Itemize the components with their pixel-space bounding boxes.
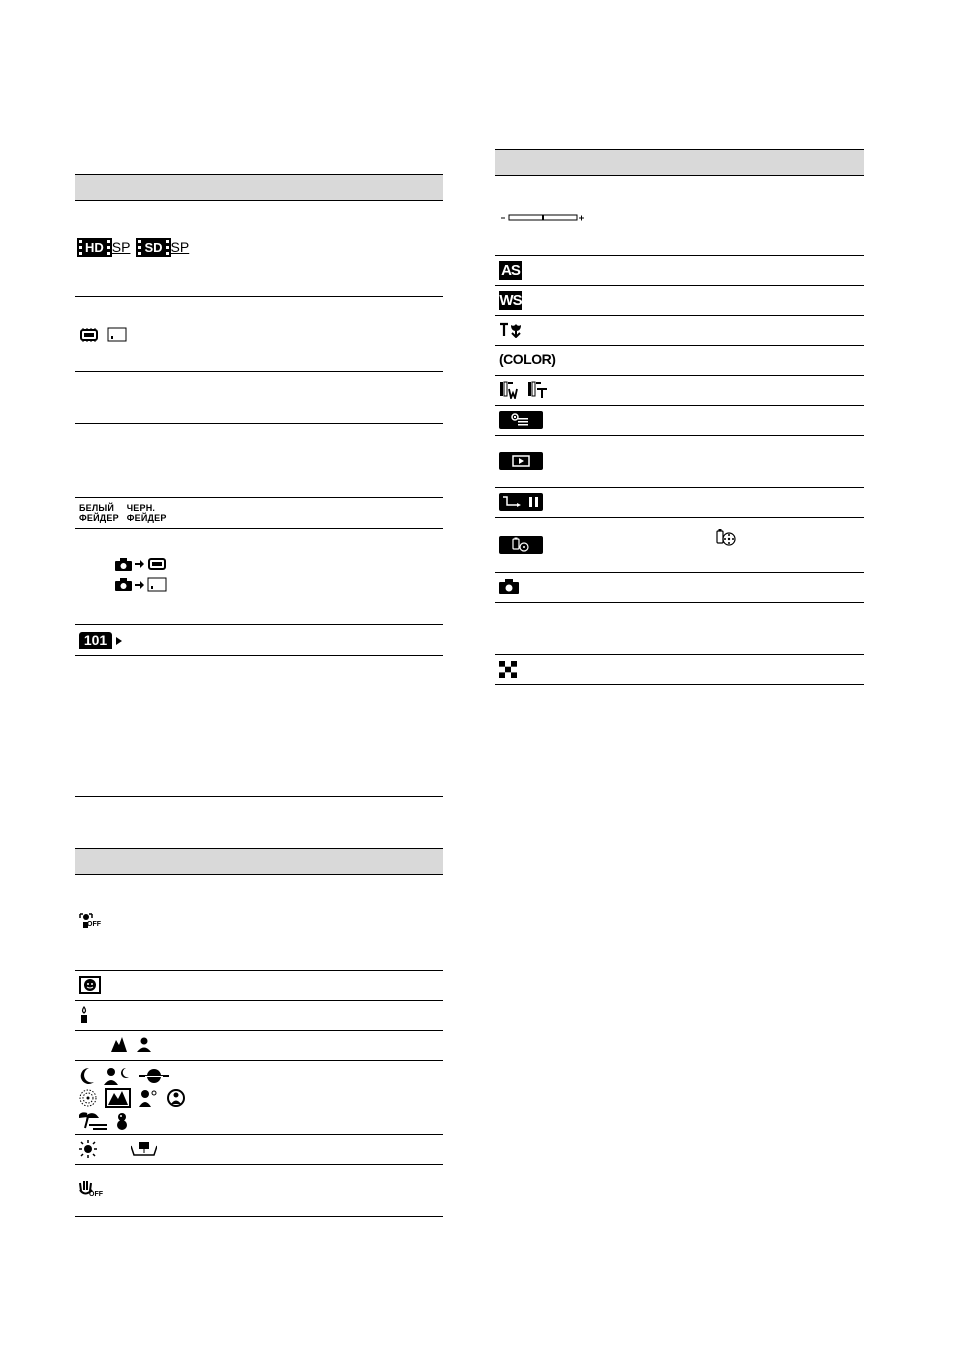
sd-icon: SD (138, 240, 168, 255)
off-label: OFF (89, 1191, 103, 1198)
sp-label: SP (170, 239, 190, 255)
night-portrait-icon (104, 1067, 130, 1085)
smile-shutter-icon (79, 976, 101, 994)
internal-memory-icon (79, 328, 99, 342)
tele-macro-icon (131, 1142, 157, 1156)
table-row-empty (75, 372, 443, 424)
table-row-empty (75, 656, 443, 797)
black-fader-icon: ЧЕРН. ФЕЙДЕР (126, 503, 167, 523)
folder-icon: 101 (79, 632, 112, 649)
table-row-scene (75, 1061, 443, 1135)
portrait-icon (139, 1089, 159, 1107)
left-top-table (75, 174, 443, 797)
table-row-checker (495, 655, 864, 685)
table-row-media (75, 297, 443, 372)
color-slow-shutter-icon: (COLOR) (499, 351, 556, 367)
table-row-playback (495, 436, 864, 488)
table-header (75, 174, 443, 201)
memory-card-icon (107, 327, 127, 342)
play-triangle-icon (116, 637, 122, 645)
tele-macro-flower-icon (499, 322, 523, 338)
sp-label: SP (111, 239, 131, 255)
table-row-effect (495, 376, 864, 406)
table-row-color (495, 346, 864, 376)
candle-icon (79, 1006, 89, 1024)
slideshow-pause-icon (499, 493, 543, 511)
playlist-small-icon (715, 528, 737, 546)
arrow-right-icon (135, 581, 144, 589)
table-row-focus (75, 1031, 443, 1061)
table-row-as (495, 256, 864, 286)
spotlight-icon (167, 1089, 185, 1107)
person-icon (137, 1037, 151, 1052)
playback-icon (499, 452, 543, 470)
snow-icon (115, 1112, 129, 1130)
camera-icon (115, 578, 132, 591)
landscape-icon (105, 1088, 131, 1108)
table-row-photo-copy (75, 529, 443, 625)
table-row-backlight (75, 1135, 443, 1165)
camera-icon (115, 558, 132, 571)
fader-bw-icon (499, 381, 521, 399)
table-row-smile (75, 971, 443, 1001)
table-row-telemacro (495, 316, 864, 346)
off-label: OFF (87, 921, 101, 928)
white-fader-icon: БЕЛЫЙ ФЕЙДЕР (79, 503, 119, 523)
exposure-bar-icon (499, 213, 589, 223)
table-row-playlist (495, 518, 864, 573)
night-moon-icon (79, 1067, 95, 1085)
camera-icon (499, 579, 519, 594)
mountain-icon (111, 1037, 127, 1052)
backlight-sun-icon (79, 1140, 97, 1158)
beach-icon (79, 1112, 107, 1130)
table-row-exposure (495, 176, 864, 256)
table-row-lowlux (75, 1001, 443, 1031)
table-row-face-off (75, 875, 443, 971)
table-row-empty (75, 424, 443, 498)
table-header (495, 149, 864, 176)
table-row-folder (75, 625, 443, 656)
left-bottom-table (75, 848, 443, 1217)
table-row-steadyshot (75, 1165, 443, 1217)
hd-icon: HD (79, 240, 110, 255)
memory-card-icon (147, 577, 167, 592)
as-icon: AS (499, 261, 522, 280)
fader-trail-icon (527, 381, 549, 399)
right-table (495, 149, 864, 685)
playlist-icon (499, 536, 543, 554)
display-setting-icon (499, 411, 543, 429)
arrow-right-icon (135, 560, 144, 568)
table-row-ws (495, 286, 864, 316)
table-row-empty (495, 603, 864, 655)
ws-icon: WS (499, 292, 522, 309)
table-row-photo (495, 573, 864, 603)
table-header (75, 848, 443, 875)
checker-pattern-icon (499, 661, 517, 678)
table-row-fader (75, 498, 443, 529)
table-row-display (495, 406, 864, 436)
internal-memory-icon (147, 557, 167, 571)
sunset-icon (139, 1067, 169, 1085)
table-row-slideshow (495, 488, 864, 518)
table-row-quality (75, 201, 443, 297)
fireworks-icon (79, 1089, 97, 1107)
